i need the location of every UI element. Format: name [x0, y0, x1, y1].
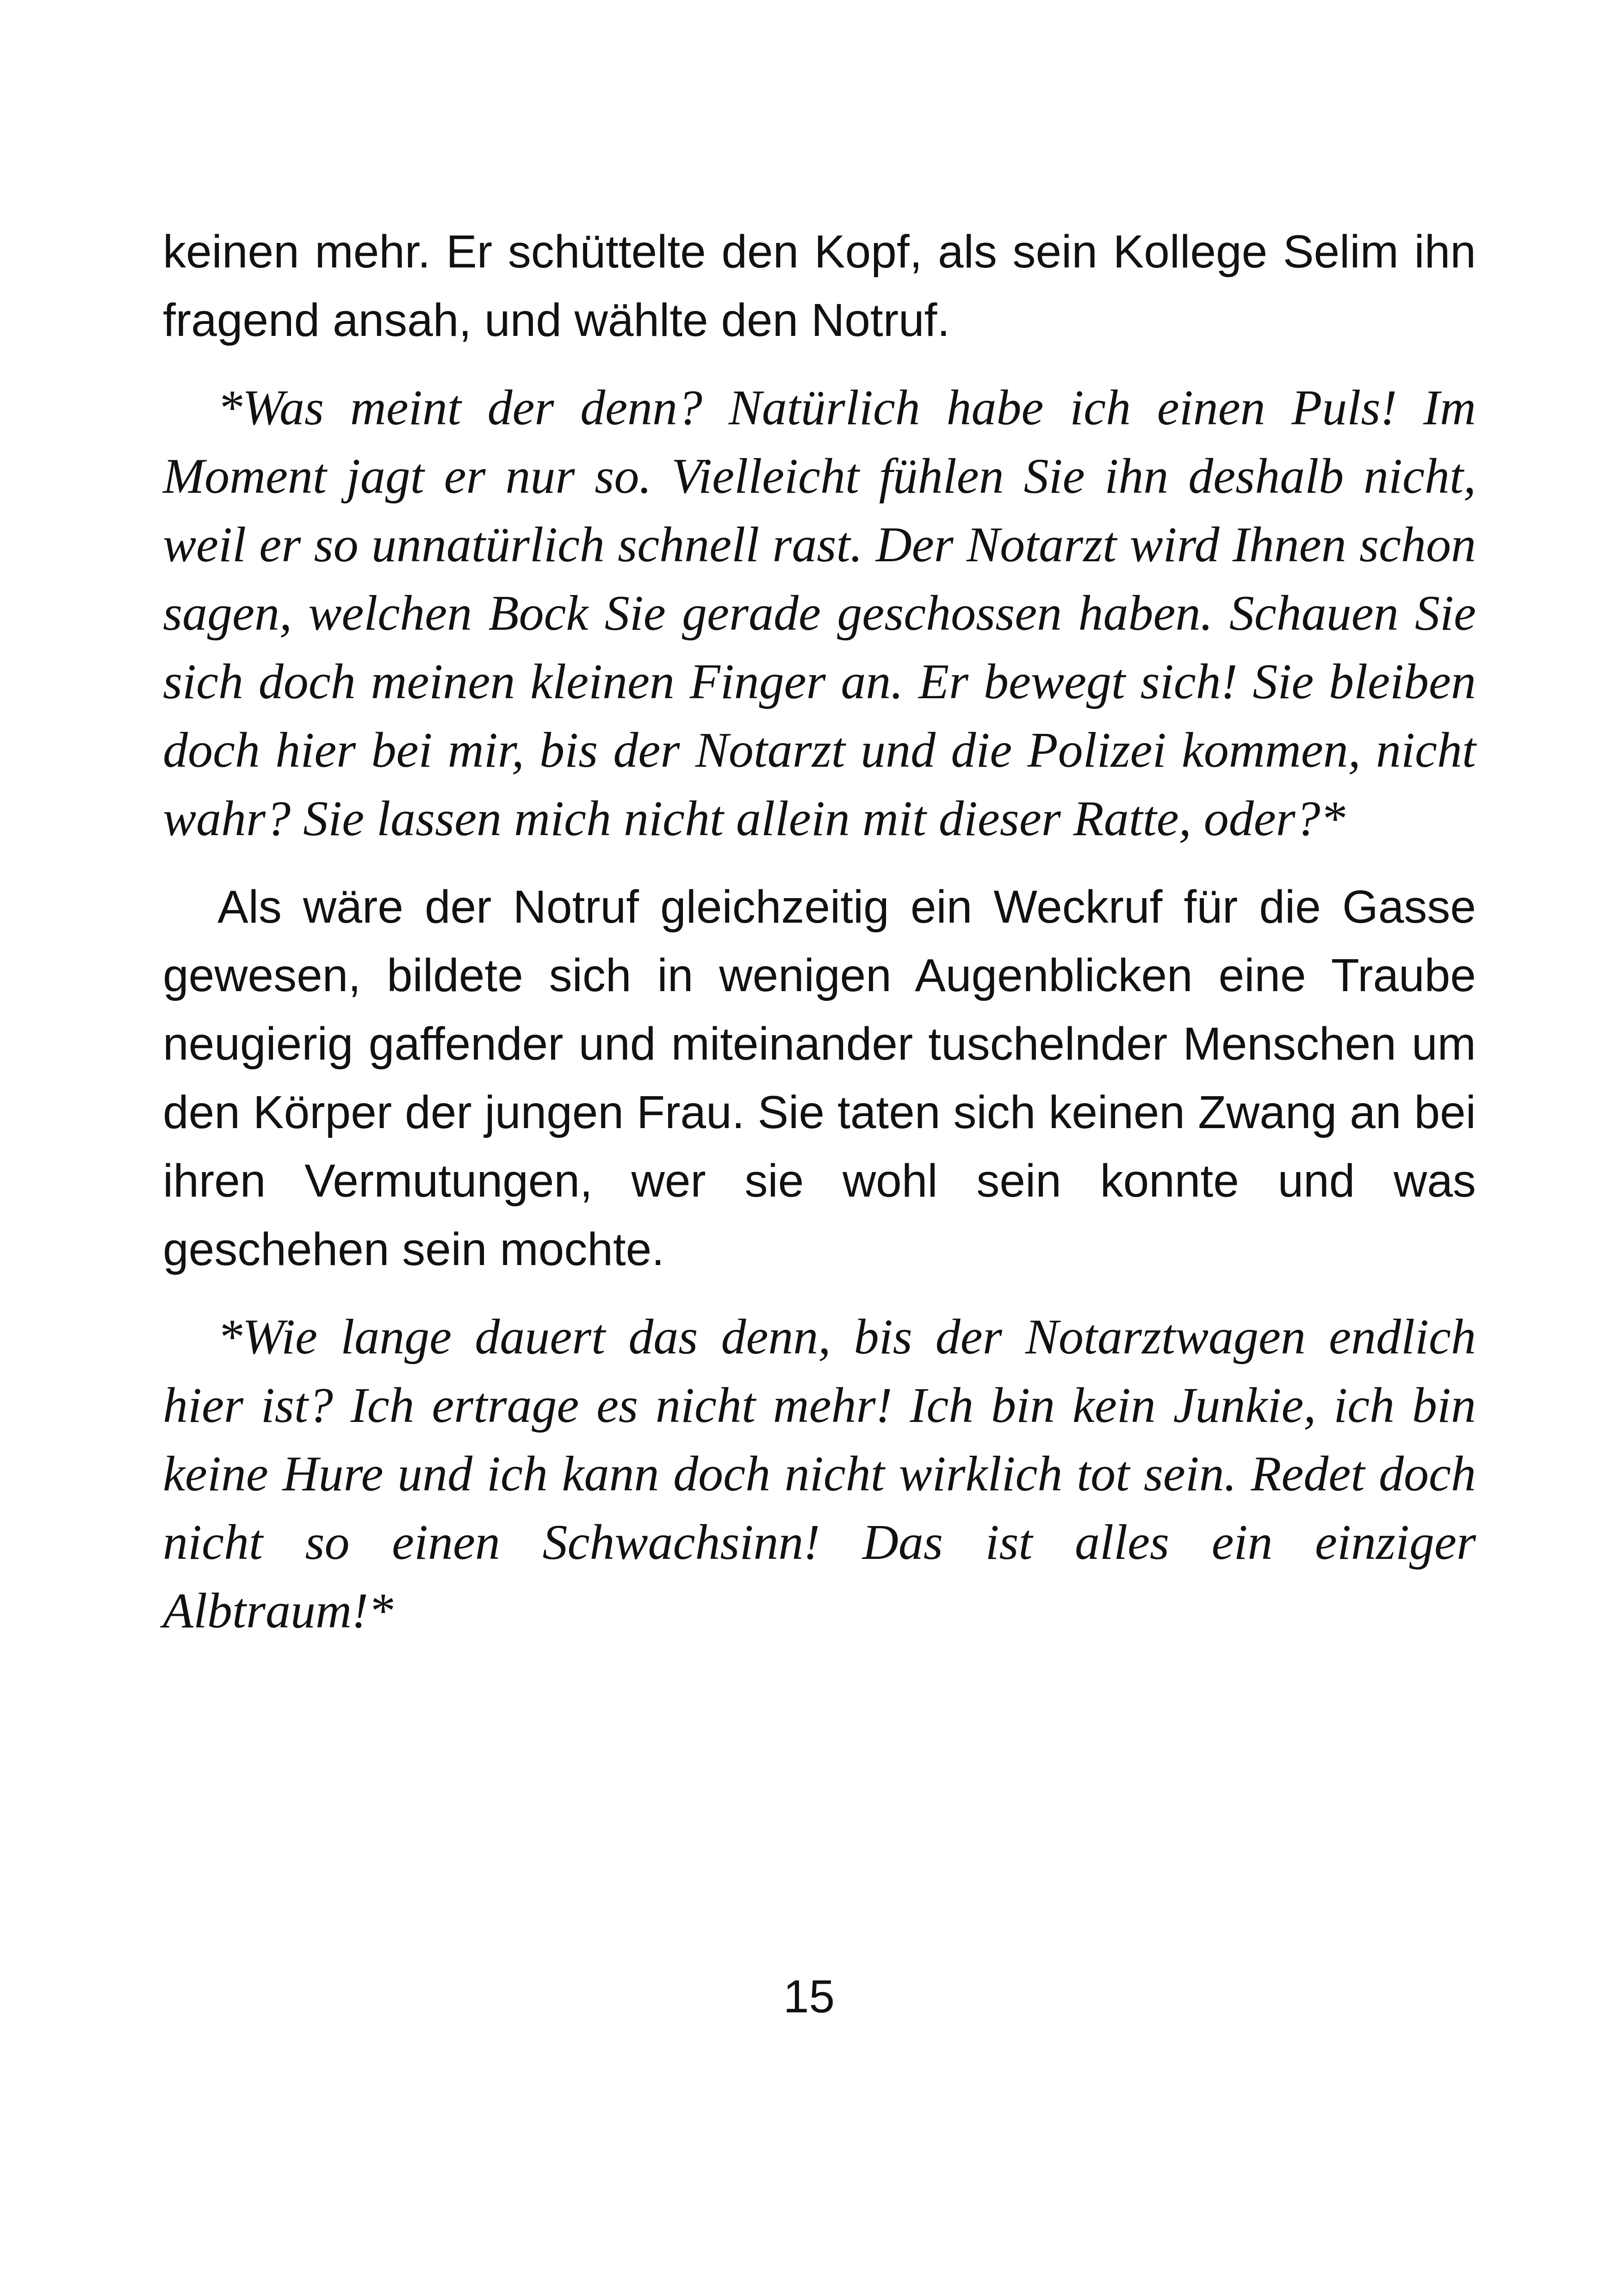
body-text — [163, 217, 1476, 1665]
paragraph-narration: keinen mehr. Er schüttelte den Kopf, als sein Kollege Selim ihn fragend ansah, und wählte den Notruf. — [163, 226, 1476, 346]
paragraph-inner-monologue: *Wie lange dauert das denn, bis der Notarztwagen endlich hier ist? Ich ertrage es nicht mehr! Ich bin kein Junkie, ich bin keine Hure und ich kann doch nicht wirklich tot sein. Redet doch nicht so einen Schwachsinn! Das ist alles ein einziger Albtraum!* — [163, 1309, 1476, 1638]
paragraph-narration: Als wäre der Notruf gleichzeitig ein Weckruf für die Gasse gewesen, bildete sich in wenigen Augenblicken eine Traube neugierig gaffender und miteinander tuschelnder Menschen um den Körper der jungen Frau. Sie taten sich keinen Zwang an bei ihren Vermutungen, wer sie wohl sein konnte und was geschehen sein mochte. — [163, 881, 1476, 1275]
page-number: 15 — [783, 1971, 835, 2023]
paragraph-inner-monologue: *Was meint der denn? Natürlich habe ich einen Puls! Im Moment jagt er nur so. Vielleicht fühlen Sie ihn deshalb nicht, weil er so unnatürlich schnell rast. Der Notarzt wird Ihnen schon sagen, welchen Bock Sie gerade geschossen haben. Schauen Sie sich doch meinen kleinen Finger an. Er bewegt sich! Sie bleiben doch hier bei mir, bis der Notarzt und die Polizei kommen, nicht wahr? Sie lassen mich nicht allein mit dieser Ratte, oder?* — [163, 380, 1476, 846]
